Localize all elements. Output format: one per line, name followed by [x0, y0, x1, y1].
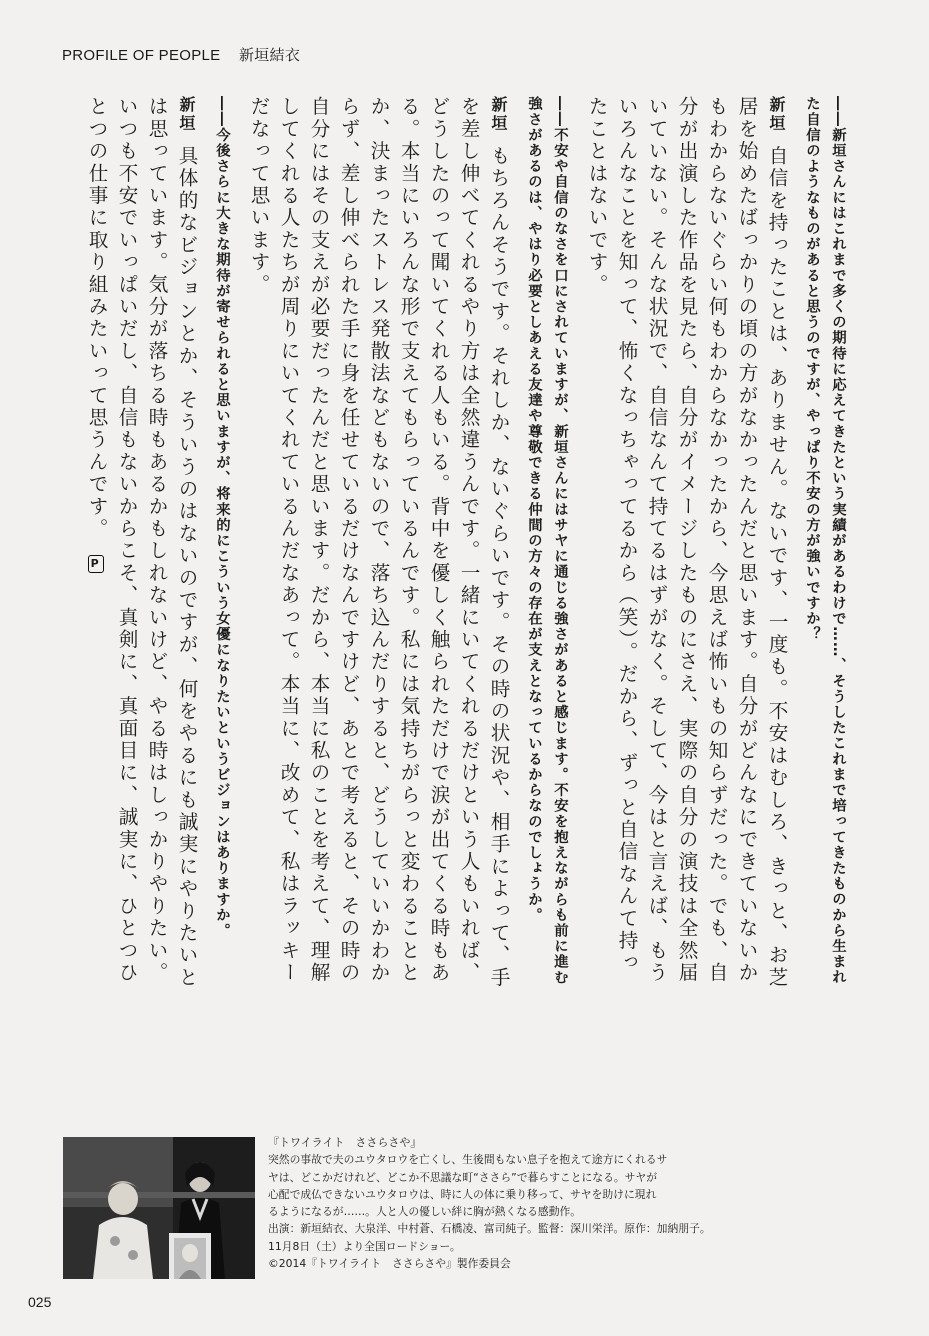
synopsis-line: 心配で成仏できないユウタロウは、時に人の体に乗り移って、サヤを助けに現れ	[268, 1187, 657, 1201]
section-title: PROFILE OF PEOPLE	[62, 47, 221, 64]
copyright: ©2014『トワイライト ささらさや』製作委員会	[268, 1257, 511, 1271]
profile-name: 新垣結衣	[238, 47, 301, 64]
interview-body	[85, 96, 851, 996]
speaker-label: 新垣	[177, 96, 196, 134]
synopsis-line: 突然の事故で夫のユウタロウを亡くし、生後間もない息子を抱えて途方にくれるサ	[268, 1153, 668, 1167]
release-date: 11月8日（土）より全国ロードショー。	[268, 1239, 461, 1253]
speaker-label: 新垣	[767, 96, 786, 134]
interview-answer	[581, 96, 791, 996]
interview-answer	[81, 96, 201, 996]
interview-question: ――不安や自信のなさを口にされていますが、新垣さんにはサヤに通じる強さがあると感じます。不安を抱えながらも前に進む強さがあるのは、やはり必要としあえる友達や尊敬できる仲間の方々の存在が支えとなっているからなのでしょうか。	[526, 96, 568, 986]
page-number: 025	[28, 1294, 52, 1310]
interview-question: ――新垣さんにはこれまで多くの期待に応えてきたという実績があるわけで……、そうしたこれまで培ってきたものから生まれた自信のようなものがあると思うのですが、やっぱり不安の方が強いですか？	[804, 96, 846, 986]
film-credits: 出演：新垣結衣、大泉洋、中村蒼、石橋凌、富司純子。監督：深川栄洋。原作：加納朋子。	[268, 1222, 711, 1236]
page-header	[62, 44, 300, 65]
film-still-photo	[63, 1137, 255, 1279]
film-title: 『トワイライト ささらさや』	[268, 1136, 422, 1149]
interview-answer	[243, 96, 513, 996]
speaker-label: 新垣	[489, 96, 508, 134]
film-caption	[268, 1134, 908, 1272]
answer-text: 自信を持ったことは、ありません。ないです、一度も。不安はむしろ、きっと、お芝居を始めたばっかりの頃の方がなかったんだと思います。自分がどんなにできていないかもわからないぐらい何もわからなかったから、今思えば怖いもの知らずだった。でも、自分が出演した作品を見たら、自分がイメージしたものにさえ、実際の自分の演技は全然届いていない。そんな状況で、自信なんて持てるはずがなく。そして、今はと言えば、もういろんなことを知って、怖くなっちゃってるから（笑）。だから、ずっと自信なんて持ったことはないです。	[585, 96, 788, 989]
synopsis-line: ヤは、どこかだけれど、どこか不思議な町“ささら”で暮らすことになる。サヤが	[268, 1170, 658, 1184]
answer-text: もちろんそうです。それしか、ないぐらいです。その時の状況や、相手によって、手を差し伸べてくれるやり方は全然違うんです。一緒にいてくれるだけという人もいれば、どうしたのって聞いてくれる人もいる。背中を優しく触られただけで涙が出てくる時もある。本当にいろんな形で支えてもらっているんです。私には気持ちがらっと変わることとか、決まったストレス発散法などもないので、落ち込んだりすると、どうしていいかわからず、差し伸べられた手に身を任せているだけなんですけど、あとで考えると、その時の自分にはその支えが必要だったんだと思います。だから、本当に私のことを考えて、理解してくれる人たちが周りにいてくれているんだなあって。本当に、改めて、私はラッキーだなって思います。	[247, 96, 510, 989]
answer-text: 具体的なビジョンとか、そういうのはないのですが、何をやるにも誠実にやりたいとは思っています。気分が落ちる時もあるかもしれないけど、やる時はしっかりやりたい。いつも不安でいっぱいだし、自信もないからこそ、真剣に、真面目に、誠実に、ひとつひとつの仕事に取り組みたいって思うんです。	[85, 96, 198, 989]
synopsis-line: るようになるが……。人と人の優しい絆に胸が熱くなる感動作。	[268, 1205, 582, 1219]
interview-question: ――今後さらに大きな期待が寄せられると思いますが、将来的にこういう女優になりたいというビジョンはありますか。	[214, 96, 230, 939]
end-mark-icon: P	[88, 555, 105, 573]
